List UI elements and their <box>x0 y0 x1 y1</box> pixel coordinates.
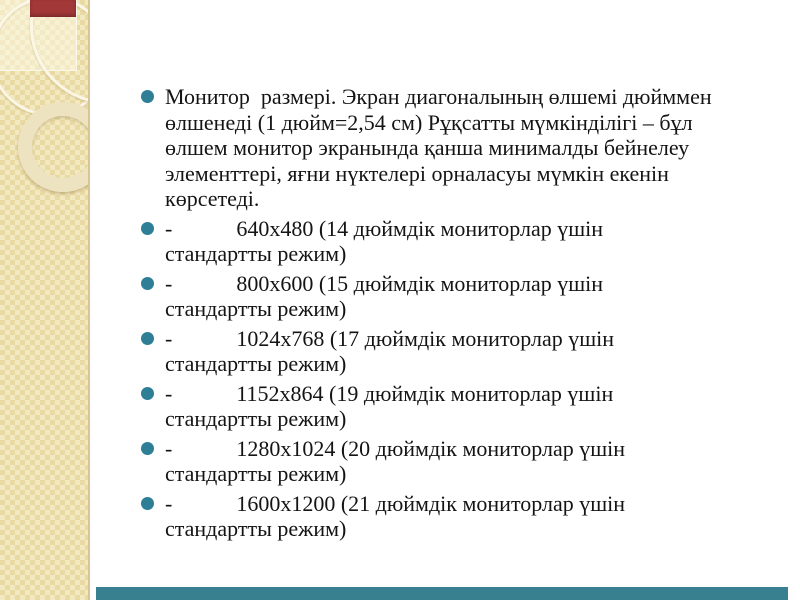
list-item <box>141 436 713 487</box>
teal-accent-bar <box>96 587 788 600</box>
list-item <box>141 491 713 542</box>
item-text: 640x480 (14 дюймдік мониторлар үшін стандартты режим) <box>165 215 604 266</box>
item-text: 1280x1024 (20 дюймдік мониторлар үшін стандартты режим) <box>165 435 626 486</box>
sidebar-decoration <box>0 0 90 600</box>
bullet-icon <box>141 497 154 510</box>
bullet-icon <box>141 442 154 455</box>
red-accent-bar <box>30 0 76 17</box>
ring-icon <box>18 102 90 192</box>
dash-marker: - <box>165 490 173 516</box>
bullet-icon <box>141 387 154 400</box>
item-text: 1600x1200 (21 дюймдік мониторлар үшін стандартты режим) <box>165 490 626 541</box>
dash-marker: - <box>165 325 173 351</box>
list-item <box>141 326 713 377</box>
list-item <box>141 271 713 322</box>
dash-marker: - <box>165 380 173 406</box>
dash-marker: - <box>165 270 173 296</box>
dash-marker: - <box>165 435 173 461</box>
item-text: Монитор размері. Экран диагоналының өлшемі дюйммен өлшенеді (1 дюйм=2,54 см) Рұқсатты мүмкінділігі – бұл өлшем монитор экранында қанша минималды бейнелеу элементтері, яғни нүктелері орналасуы мүмкін екенін көрсетеді. <box>165 84 712 211</box>
item-text: 800x600 (15 дюймдік мониторлар үшін стандартты режим) <box>165 270 604 321</box>
list-item <box>141 84 713 212</box>
bullet-icon <box>141 332 154 345</box>
list-item <box>141 216 713 267</box>
item-text: 1152x864 (19 дюймдік мониторлар үшін стандартты режим) <box>165 380 614 431</box>
item-text: 1024x768 (17 дюймдік мониторлар үшін стандартты режим) <box>165 325 615 376</box>
bullet-icon <box>141 90 154 103</box>
bullet-list <box>141 84 713 542</box>
list-item <box>141 381 713 432</box>
bullet-icon <box>141 222 154 235</box>
dash-marker: - <box>165 215 173 241</box>
bullet-icon <box>141 277 154 290</box>
